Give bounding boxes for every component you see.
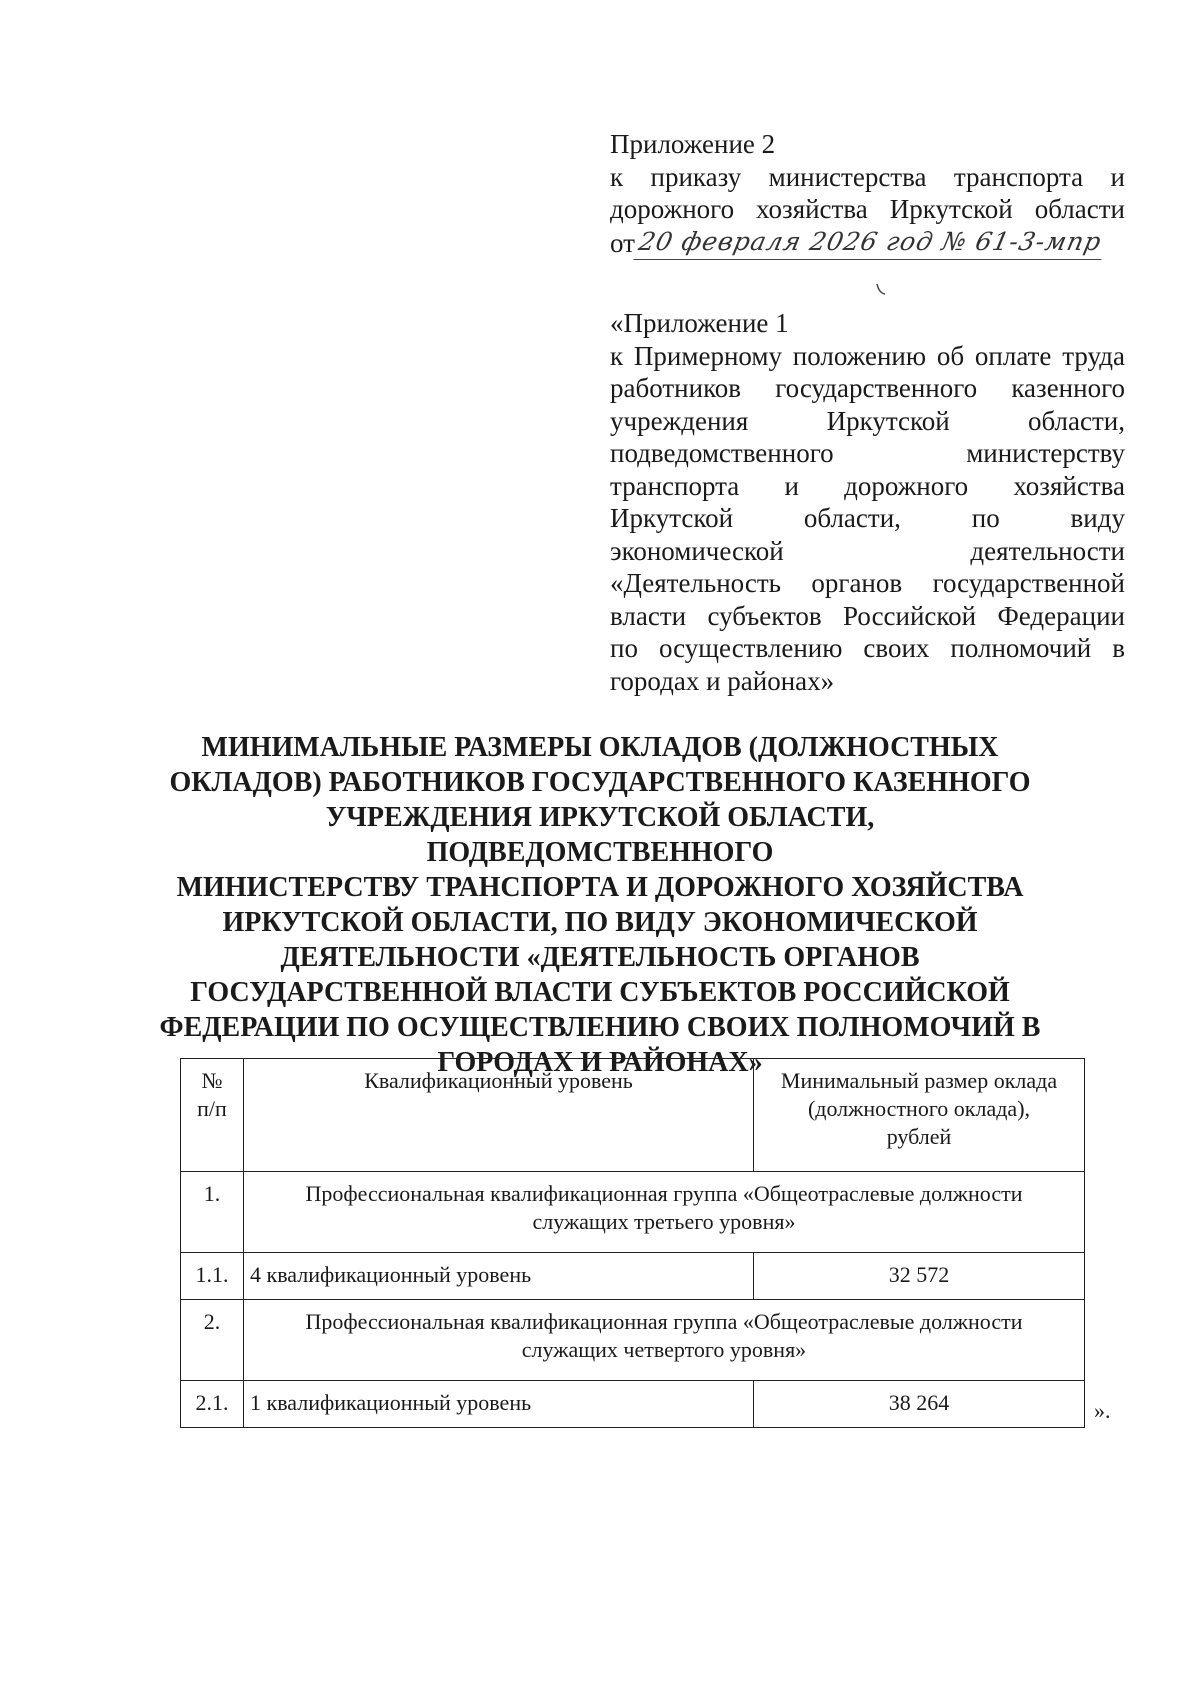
table-row bbox=[181, 1253, 1085, 1300]
group-title-line2: служащих третьего уровня» bbox=[532, 1209, 796, 1234]
appendix-1-line: власти субъектов Российской Федерации bbox=[610, 600, 1125, 631]
appendix-1-line: городах и районах» bbox=[610, 665, 835, 696]
header-level-text: Квалификационный уровень bbox=[364, 1068, 633, 1093]
order-date-line bbox=[610, 226, 1125, 260]
closing-quote: ». bbox=[1094, 1398, 1111, 1423]
header-number bbox=[181, 1059, 244, 1172]
header-number-line2: п/п bbox=[197, 1096, 227, 1121]
group-title bbox=[244, 1300, 1085, 1381]
header-level bbox=[244, 1059, 754, 1172]
appendix-2-title: Приложение 2 bbox=[610, 129, 776, 159]
table-group-row bbox=[181, 1300, 1085, 1381]
group-title bbox=[244, 1172, 1085, 1253]
row-level: 1 квалификационный уровень bbox=[244, 1381, 754, 1428]
appendix-1-line: работников государственного казенного bbox=[610, 373, 1125, 403]
row-number: 2.1. bbox=[181, 1381, 244, 1428]
heading-line: МИНИСТЕРСТВУ ТРАНСПОРТА И ДОРОЖНОГО ХОЗЯЙСТВА bbox=[176, 872, 1024, 903]
appendix-1-line: по осуществлению своих полномочий в bbox=[610, 633, 1125, 663]
row-salary-value: 32 572 bbox=[754, 1253, 1085, 1300]
row-number: 1.1. bbox=[181, 1253, 244, 1300]
date-prefix: от bbox=[610, 227, 635, 258]
group-title-line1: Профессиональная квалификационная группа «Общеотраслевые должности bbox=[305, 1309, 1023, 1334]
table-row bbox=[181, 1381, 1085, 1428]
heading-line: ИРКУТСКОЙ ОБЛАСТИ, ПО ВИДУ ЭКОНОМИЧЕСКОЙ bbox=[222, 907, 978, 938]
row-salary-value: 38 264 bbox=[754, 1381, 1085, 1428]
appendix-1-line: Иркутской области, по виду bbox=[610, 503, 1125, 533]
header-salary-line1: Минимальный размер оклада bbox=[780, 1068, 1058, 1093]
appendix-2-line: к приказу министерства транспорта и bbox=[610, 161, 1125, 192]
header-salary-line3: рублей bbox=[886, 1124, 952, 1149]
header-number-line1: № bbox=[201, 1068, 223, 1093]
appendix-1-line: к Примерному положению об оплате труда bbox=[610, 340, 1125, 371]
appendix-1-line: экономической деятельности bbox=[610, 535, 1125, 566]
group-title-line1: Профессиональная квалификационная группа «Общеотраслевые должности bbox=[305, 1181, 1023, 1206]
heading-line: ФЕДЕРАЦИИ ПО ОСУЩЕСТВЛЕНИЮ СВОИХ ПОЛНОМОЧИЙ В bbox=[159, 1012, 1041, 1043]
table-group-row bbox=[181, 1172, 1085, 1253]
appendix-1-block bbox=[610, 307, 1125, 697]
header-salary bbox=[754, 1059, 1085, 1172]
appendix-2-block bbox=[610, 128, 1125, 259]
row-level: 4 квалификационный уровень bbox=[244, 1253, 754, 1300]
table-header-row bbox=[181, 1059, 1085, 1172]
handwritten-date-number: 20 февраля 2026 год № 61-3-мпр bbox=[633, 226, 1108, 260]
heading-line: ДЕЯТЕЛЬНОСТИ «ДЕЯТЕЛЬНОСТЬ ОРГАНОВ bbox=[280, 942, 920, 973]
appendix-2-line: дорожного хозяйства Иркутской области bbox=[610, 194, 1125, 224]
handwriting-stroke-icon bbox=[875, 283, 891, 295]
group-number: 1. bbox=[181, 1172, 244, 1253]
document-heading bbox=[150, 730, 1050, 1080]
appendix-1-line: транспорта и дорожного хозяйства bbox=[610, 470, 1125, 501]
salary-table bbox=[180, 1058, 1085, 1428]
appendix-1-line: «Деятельность органов государственной bbox=[610, 568, 1125, 598]
group-number: 2. bbox=[181, 1300, 244, 1381]
appendix-1-title: «Приложение 1 bbox=[610, 308, 789, 338]
heading-line: УЧРЕЖДЕНИЯ ИРКУТСКОЙ ОБЛАСТИ, ПОДВЕДОМСТВЕННОГО bbox=[325, 802, 875, 868]
heading-line: ГОРОДАХ И РАЙОНАХ» bbox=[437, 1047, 763, 1078]
appendix-1-line: подведомственного министерству bbox=[610, 438, 1125, 468]
group-title-line2: служащих четвертого уровня» bbox=[521, 1337, 807, 1362]
heading-line: МИНИМАЛЬНЫЕ РАЗМЕРЫ ОКЛАДОВ (ДОЛЖНОСТНЫХ bbox=[201, 732, 999, 763]
header-salary-line2: (должностного оклада), bbox=[807, 1096, 1031, 1121]
appendix-1-line: учреждения Иркутской области, bbox=[610, 405, 1125, 436]
heading-line: ГОСУДАРСТВЕННОЙ ВЛАСТИ СУБЪЕКТОВ РОССИЙСКОЙ bbox=[190, 977, 1010, 1008]
heading-line: ОКЛАДОВ) РАБОТНИКОВ ГОСУДАРСТВЕННОГО КАЗЕННОГО bbox=[169, 767, 1031, 798]
